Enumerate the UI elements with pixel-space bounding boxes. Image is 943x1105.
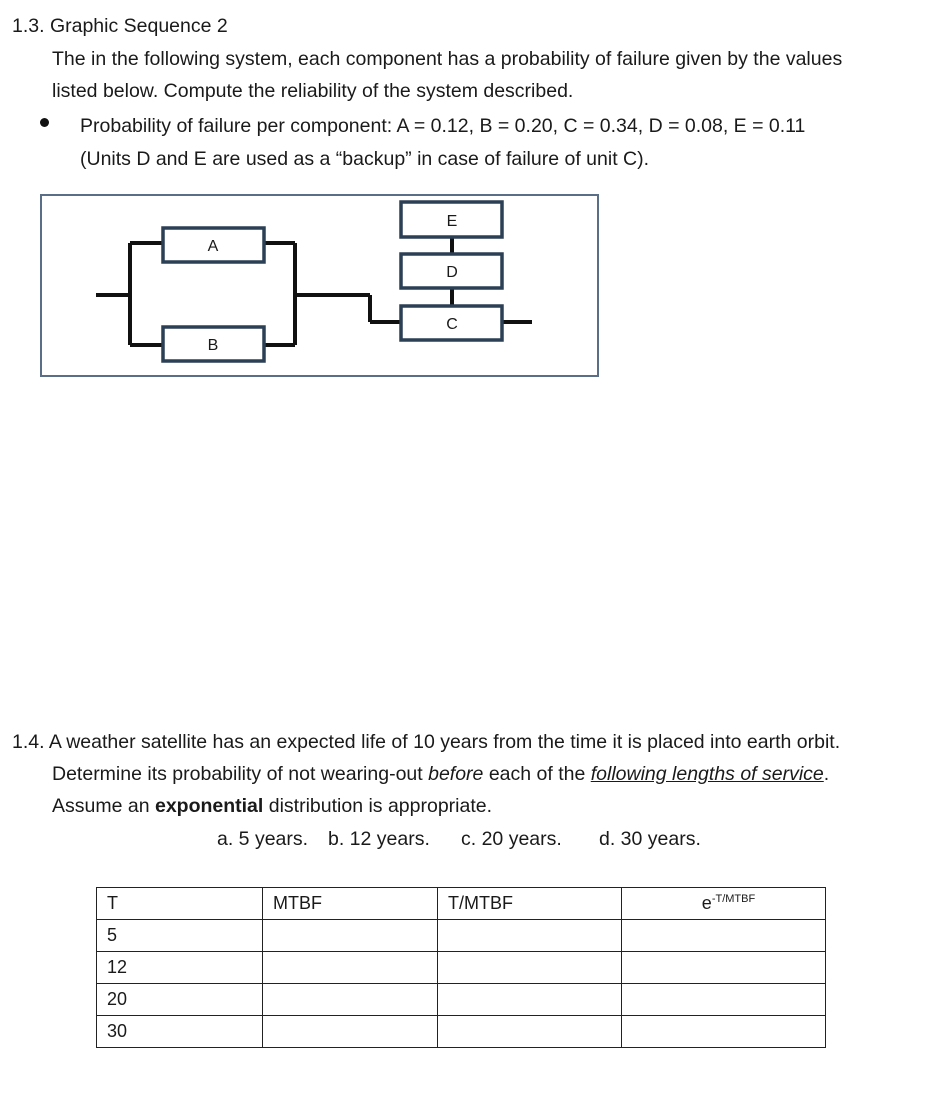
row-t-value: 5 (97, 920, 263, 952)
component-e-label: E (446, 213, 458, 230)
answer-cell[interactable] (438, 952, 622, 984)
table-row (97, 920, 826, 952)
q14-line1: 1.4. A weather satellite has an expected life of 10 years from the time it is placed into earth orbit. (12, 731, 841, 753)
table-row (97, 984, 826, 1016)
row-t-value: 20 (97, 984, 263, 1016)
q14-line2: Determine its probability of not wearing-out before each of the following lengths of service. (52, 763, 830, 785)
answer-cell[interactable] (438, 1016, 622, 1048)
option-a: a. 5 years. (217, 828, 309, 850)
emphasis-before: before (428, 763, 484, 785)
answer-cell[interactable] (263, 920, 438, 952)
option-c: c. 20 years. (461, 828, 562, 850)
answer-cell[interactable] (438, 920, 622, 952)
bold-exponential: exponential (154, 795, 264, 817)
underlined-lengths-of-service: following lengths of service (590, 763, 824, 785)
q14-line3: Assume an exponential distribution is appropriate. (52, 795, 493, 817)
component-a-label: A (207, 238, 219, 255)
q13-bullet-line1: Probability of failure per component: A = 0.12, B = 0.20, C = 0.34, D = 0.08, E = 0.11 (80, 115, 806, 137)
q13-bullet-line2: (Units D and E are used as a “backup” in case of failure of unit C). (80, 148, 650, 170)
q13-intro-line2: listed below. Compute the reliability of the system described. (52, 80, 574, 102)
answer-cell[interactable] (622, 952, 826, 984)
answer-cell[interactable] (263, 952, 438, 984)
header-t: T (97, 888, 263, 920)
table-header-row (97, 888, 826, 920)
row-t-value: 12 (97, 952, 263, 984)
answer-cell[interactable] (622, 984, 826, 1016)
option-b: b. 12 years. (328, 828, 430, 850)
option-d: d. 30 years. (599, 828, 701, 850)
component-c-label: C (446, 316, 458, 333)
reliability-block-diagram (0, 0, 943, 400)
answer-table (96, 887, 826, 1048)
header-ratio: T/MTBF (438, 888, 622, 920)
q13-heading: 1.3. Graphic Sequence 2 (12, 15, 228, 37)
q13-intro-line1: The in the following system, each component has a probability of failure given by the values (52, 48, 843, 70)
answer-cell[interactable] (622, 1016, 826, 1048)
row-t-value: 30 (97, 1016, 263, 1048)
answer-cell[interactable] (263, 1016, 438, 1048)
header-exponential: $e^{-T/MTBF}$ (622, 888, 826, 920)
answer-cell[interactable] (438, 984, 622, 1016)
component-d-label: D (446, 264, 458, 281)
table-row (97, 1016, 826, 1048)
table-row (97, 952, 826, 984)
answer-cell[interactable] (622, 920, 826, 952)
component-b-label: B (207, 337, 219, 354)
header-mtbf: MTBF (263, 888, 438, 920)
answer-cell[interactable] (263, 984, 438, 1016)
